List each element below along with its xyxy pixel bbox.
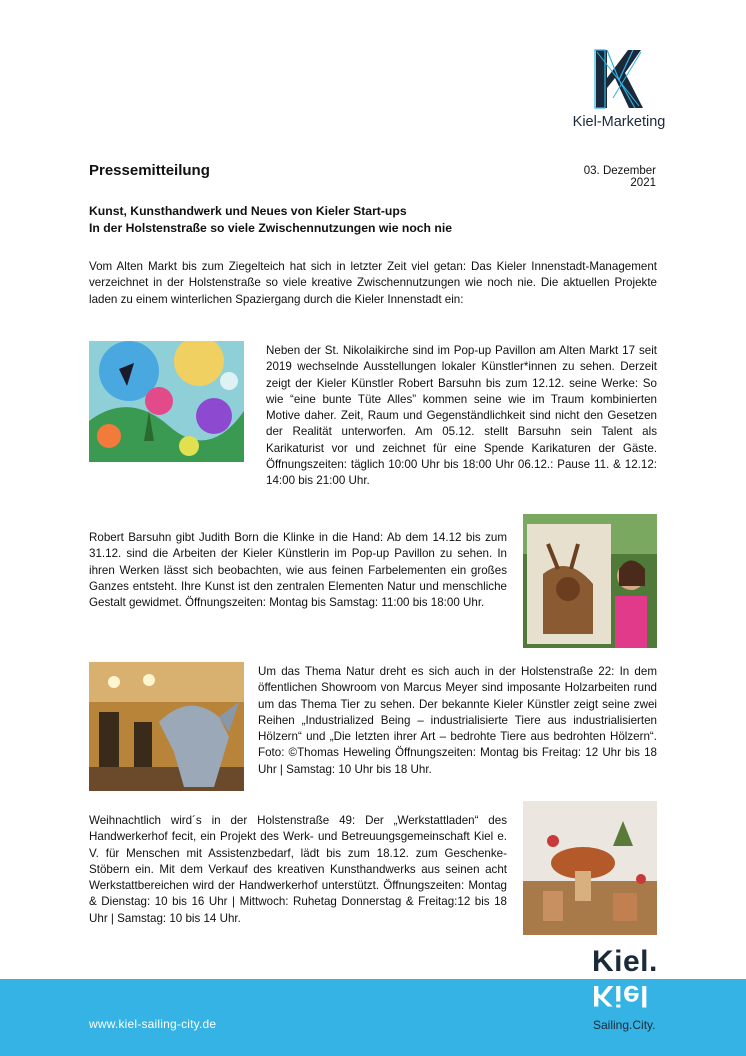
colorful-painting-image [89,341,244,462]
wooden-animal-sculpture-image [89,662,244,791]
headline [89,203,452,237]
section-4-text: Weihnachtlich wird´s in der Holstenstraße 49: Der „Werkstattladen“ des Handwerkerhof fecit, ein Projekt des Werk- und Betreuungsgemeinschaft Kiel e. V. für Menschen mit Assistenzbedarf, lädt bis zum 18.12. zum Geschenke-Stöbern ein. Mit dem Verkauf des kreativen Kunsthandwerks aus seinen acht Werkstattbereichen wird der Handwerkerhof unterstützt. Öffnungszeiten: Montag & Dienstag: 10 bis 16 Uhr | Mittwoch: Ruhetag Donnerstag & Freitag:12 bis 18 Uhr | Samstag: 10 bis 14 Uhr. [89,814,507,925]
kiel-k-logo-icon [593,48,645,110]
headline-line-2: In der Holstenstraße so viele Zwischennutzungen wie noch nie [89,221,452,235]
page-title: Pressemitteilung [89,162,210,179]
section-3-text: Um das Thema Natur dreht es sich auch in der Holstenstraße 22: In dem öffentlichen Showroom von Marcus Meyer sind imposante Holzarbeiten rund um das Thema Tier zu sehen. Der bekannte Kieler Künstler zeigt seine zwei Reihen „Industrialized Being – industrialisierte Tiere aus industrialisierten Hölzern“ und „Die letzten ihrer Art – bedrohte Tiere aus bedrohten Hölzern“. Foto: ©Thomas Heweling Öffnungszeiten: Montag bis Freitag: 12 Uhr bis 18 Uhr | Samstag: 10 Uhr bis 18 Uhr. [258,665,657,776]
intro-paragraph: Vom Alten Markt bis zum Ziegelteich hat sich in letzter Zeit viel getan: Das Kieler Innenstadt-Management verzeichnet in der Holstenstraße so viele kreative Zwischennutzungen wie noch nie. Die aktuellen Projekte laden zu einem winterlichen Spaziergang durch die Kieler Innenstadt ein: [89,260,657,306]
artist-with-deer-painting-image [523,514,657,648]
wooden-crafts-shop-image [523,801,657,935]
brand-name: Kiel-Marketing [572,114,666,130]
kiel-wordmark: Kiel. [592,945,658,978]
footer-slogan: Sailing.City. [593,1018,656,1032]
section-2-text: Robert Barsuhn gibt Judith Born die Klinke in die Hand: Ab dem 14.12 bis zum 31.12. sind die Arbeiten der Kieler Künstlerin im Pop-up Pavillon zu sehen. In ihren Werken lässt sich beobachten, wie aus feinen Farbelementen ein großes Ganzes entsteht. Ihre Kunst ist den zentralen Elementen Natur und menschliche Gestalt gewidmet. Öffnungszeiten: Montag bis Samstag: 11:00 bis 18:00 Uhr. [89,531,507,610]
headline-line-1: Kunst, Kunsthandwerk und Neues von Kieler Start-ups [89,204,407,218]
kiel-wordmark-mirror: Kiel [592,979,650,1012]
release-date: 03. Dezember 2021 [583,165,656,189]
section-1-text: Neben der St. Nikolaikirche sind im Pop-up Pavillon am Alten Markt 17 seit 2019 wechselnde Ausstellungen lokaler Künstler*innen zu sehen. Derzeit zeigt der Kieler Künstler Robert Barsuhn bis zum 12.12. seine Werke: So wie “eine bunte Tüte Alles” kommen seine wie im Traum kombinierten Motive daher. Zeit, Raum und Gegenständlichkeit sind nicht den Gesetzen der Realität unterworfen. Am 05.12. stellt Barsuhn sein Talent als Karikaturist vor und zeichnet für eine Spende Karikaturen der Gäste. Öffnungszeiten: täglich 10:00 Uhr bis 18:00 Uhr 06.12.: Pause 11. & 12.12: 14:00 bis 21:00 Uhr. [266,344,657,488]
footer-url-link[interactable]: www.kiel-sailing-city.de [89,1017,217,1031]
